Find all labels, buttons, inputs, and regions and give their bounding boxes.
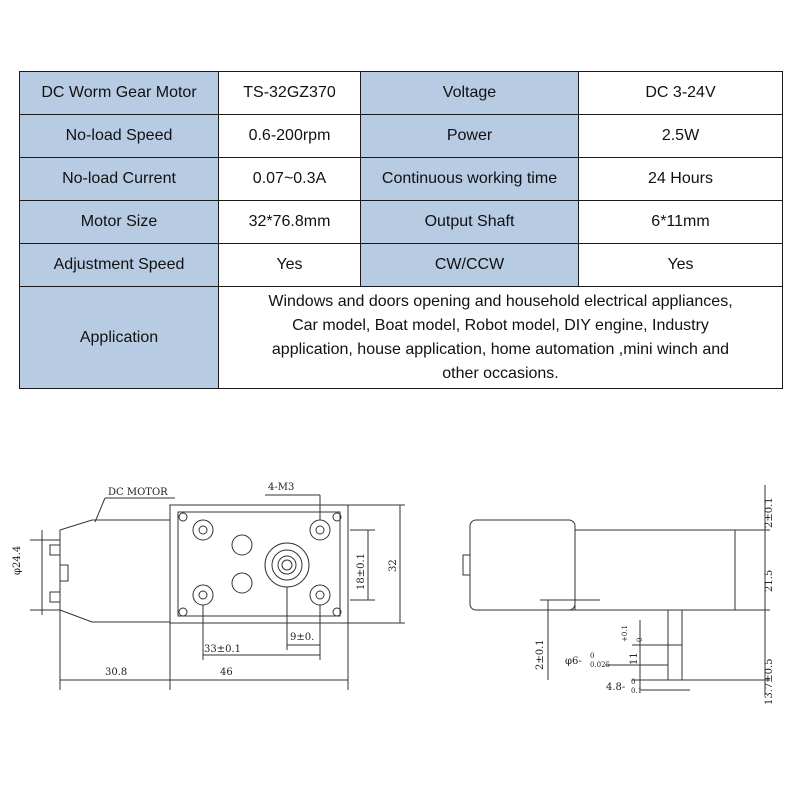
table-row <box>20 158 783 201</box>
spec-label: Voltage <box>361 72 579 115</box>
dim-label: 21.5 <box>764 569 775 592</box>
terminal-top <box>50 545 60 555</box>
spec-value: 2.5W <box>579 115 783 158</box>
gearbox-inner <box>178 512 340 616</box>
spec-label: Power <box>361 115 579 158</box>
dim-tolerance: +0.1 <box>621 625 629 642</box>
dim-label: 2±0.1 <box>764 497 775 528</box>
holes-label: 4-M3 <box>268 482 295 493</box>
mount-hole <box>310 520 330 540</box>
dim-tolerance: 0 <box>590 652 595 660</box>
dim-tolerance: 0 <box>636 637 644 642</box>
spec-label: DC Worm Gear Motor <box>20 72 219 115</box>
dim-label: 2±0.1 <box>535 639 546 670</box>
table-row <box>20 244 783 287</box>
dim-label: φ6- <box>565 656 582 667</box>
dim-tolerance: 0.025 <box>590 661 611 669</box>
spec-value: 0.6-200rpm <box>219 115 361 158</box>
mount-hole <box>310 585 330 605</box>
dim-label: 11 <box>629 652 640 665</box>
front-view <box>30 495 405 690</box>
table-row <box>20 72 783 115</box>
gear-hole <box>232 535 252 555</box>
spec-value: 32*76.8mm <box>219 201 361 244</box>
dim-label: 32 <box>388 559 399 572</box>
dim-tolerance: 0 <box>631 678 636 686</box>
application-line: other occasions. <box>442 364 559 382</box>
dim-label: 13.7±0.5 <box>764 658 775 705</box>
side-motor-body <box>470 520 575 610</box>
spec-value: Yes <box>579 244 783 287</box>
mount-hole <box>193 520 213 540</box>
side-view <box>463 485 770 695</box>
mount-hole <box>193 585 213 605</box>
dc-motor-label: DC MOTOR <box>108 487 168 498</box>
motor-body-outline <box>60 520 170 622</box>
spec-value: 24 Hours <box>579 158 783 201</box>
side-gearbox <box>575 530 735 610</box>
table-row <box>20 201 783 244</box>
dim-tolerance: 0.1 <box>631 687 643 695</box>
motor-end-cap <box>60 565 68 581</box>
spec-label: Adjustment Speed <box>20 244 219 287</box>
spec-label: Output Shaft <box>361 201 579 244</box>
spec-label: Motor Size <box>20 201 219 244</box>
dim-label: 4.8- <box>606 682 626 693</box>
dim-label: 46 <box>220 667 233 678</box>
spec-value: TS-32GZ370 <box>219 72 361 115</box>
application-line: Windows and doors opening and household electrical appliances, <box>268 292 733 310</box>
spec-label: Continuous working time <box>361 158 579 201</box>
gear-hole <box>232 573 252 593</box>
dim-label: 18±0.1 <box>356 552 367 590</box>
spec-table <box>19 71 783 389</box>
spec-label: No-load Current <box>20 158 219 201</box>
table-row <box>20 115 783 158</box>
dim-label: φ24.4 <box>12 545 23 575</box>
spec-value: 6*11mm <box>579 201 783 244</box>
dim-label: 9±0. <box>290 632 315 643</box>
application-line: application, house application, home automation ,mini winch and <box>271 340 730 358</box>
spec-value: Yes <box>219 244 361 287</box>
spec-value: DC 3-24V <box>579 72 783 115</box>
application-text <box>219 287 783 389</box>
spec-value: 0.07~0.3A <box>219 158 361 201</box>
table-row-application <box>20 287 783 389</box>
application-line: Car model, Boat model, Robot model, DIY engine, Industry <box>292 316 709 334</box>
spec-label: CW/CCW <box>361 244 579 287</box>
application-label: Application <box>20 287 219 389</box>
technical-drawing <box>0 400 800 800</box>
dim-label: 33±0.1 <box>204 644 242 655</box>
dim-label: 30.8 <box>105 667 128 678</box>
spec-label: No-load Speed <box>20 115 219 158</box>
terminal-bottom <box>50 592 60 602</box>
